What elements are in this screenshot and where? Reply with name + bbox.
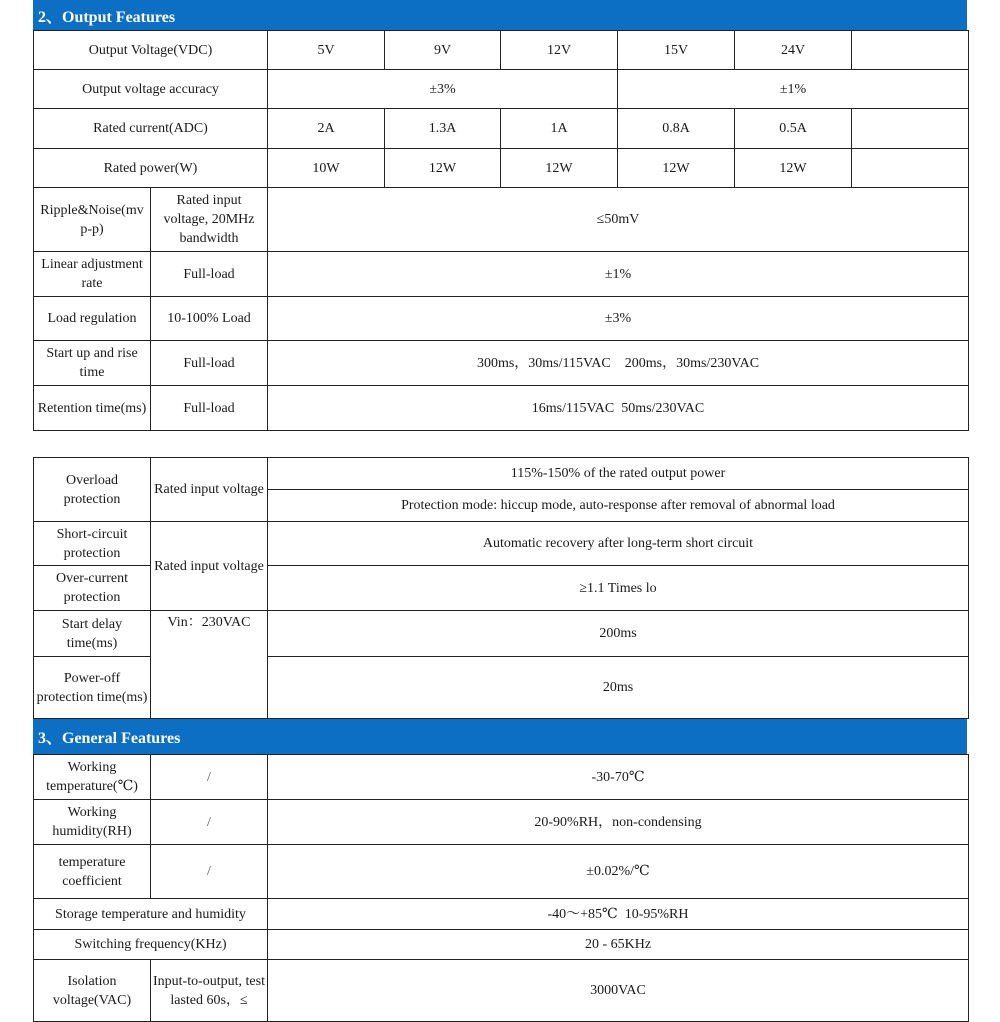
value-cell: 300ms，30ms/115VAC 200ms，30ms/230VAC <box>268 341 969 386</box>
value-cell <box>852 109 969 149</box>
table-row <box>34 458 969 490</box>
row-label: temperature coefficient <box>34 845 151 899</box>
condition-cell: Rated input voltage <box>151 458 268 522</box>
section-header-output <box>33 0 967 30</box>
value-cell: -40～+85℃ 10-95%RH <box>268 899 969 930</box>
value-cell: 12V <box>501 31 618 70</box>
section-title: 2、Output Features <box>38 8 176 26</box>
table-row <box>34 31 969 70</box>
value-cell: 12W <box>618 149 735 188</box>
table-row <box>34 109 969 149</box>
row-label: Short-circuit protection <box>34 522 151 566</box>
value-cell: 20-90%RH，non-condensing <box>268 800 969 845</box>
row-label: Start up and rise time <box>34 341 151 386</box>
row-label: Working temperature(℃) <box>34 755 151 800</box>
row-label: Retention time(ms) <box>34 386 151 431</box>
row-label: Rated current(ADC) <box>34 109 268 149</box>
value-cell: 20ms <box>268 657 969 719</box>
table-row <box>34 386 969 431</box>
condition-cell: Vin：230VAC <box>151 611 268 719</box>
table-row <box>34 522 969 566</box>
condition-cell: Input-to-output, test lasted 60s，≤ <box>151 960 268 1022</box>
value-cell: 2A <box>268 109 385 149</box>
value-cell: 12W <box>501 149 618 188</box>
value-cell: ±3% <box>268 70 618 109</box>
row-label: Load regulation <box>34 297 151 341</box>
row-label: Output Voltage(VDC) <box>34 31 268 70</box>
value-cell: 9V <box>385 31 501 70</box>
condition-cell: / <box>151 800 268 845</box>
row-label: Switching frequency(KHz) <box>34 930 268 960</box>
condition-cell: Full-load <box>151 386 268 431</box>
table-row <box>34 930 969 960</box>
value-cell: Automatic recovery after long-term short circuit <box>268 522 969 566</box>
value-cell: 115%-150% of the rated output power <box>268 458 969 490</box>
value-cell: 12W <box>735 149 852 188</box>
value-cell: 24V <box>735 31 852 70</box>
value-cell: ≥1.1 Times lo <box>268 566 969 611</box>
general-features-table <box>33 754 969 1022</box>
condition-cell: 10-100% Load <box>151 297 268 341</box>
table-row <box>34 755 969 800</box>
value-cell: 5V <box>268 31 385 70</box>
value-cell <box>852 149 969 188</box>
table-row <box>34 611 969 657</box>
value-cell: 12W <box>385 149 501 188</box>
value-cell: 1A <box>501 109 618 149</box>
table-row <box>34 800 969 845</box>
table-row <box>34 341 969 386</box>
protection-table <box>33 457 969 719</box>
value-cell: ±1% <box>268 252 969 297</box>
row-label: Overload protection <box>34 458 151 522</box>
condition-cell: Rated input voltage, 20MHz bandwidth <box>151 188 268 252</box>
section-header-general <box>33 719 967 754</box>
table-row <box>34 899 969 930</box>
value-cell: ±1% <box>618 70 969 109</box>
row-label: Output voltage accuracy <box>34 70 268 109</box>
condition-cell: / <box>151 755 268 800</box>
section-title: 3、General Features <box>38 730 181 747</box>
value-cell: ±3% <box>268 297 969 341</box>
row-label: Rated power(W) <box>34 149 268 188</box>
value-cell: 200ms <box>268 611 969 657</box>
condition-cell: Full-load <box>151 341 268 386</box>
row-label: Over-current protection <box>34 566 151 611</box>
row-label: Working humidity(RH) <box>34 800 151 845</box>
value-cell: -30-70℃ <box>268 755 969 800</box>
condition-cell: Full-load <box>151 252 268 297</box>
row-label: Start delay time(ms) <box>34 611 151 657</box>
row-label: Linear adjustment rate <box>34 252 151 297</box>
value-cell: 1.3A <box>385 109 501 149</box>
row-label: Storage temperature and humidity <box>34 899 268 930</box>
value-cell: 15V <box>618 31 735 70</box>
value-cell: 0.5A <box>735 109 852 149</box>
value-cell: 3000VAC <box>268 960 969 1022</box>
value-cell: Protection mode: hiccup mode, auto-response after removal of abnormal load <box>268 490 969 522</box>
value-cell: 0.8A <box>618 109 735 149</box>
value-cell <box>852 31 969 70</box>
table-row <box>34 188 969 252</box>
value-cell: 10W <box>268 149 385 188</box>
value-cell: 16ms/115VAC 50ms/230VAC <box>268 386 969 431</box>
table-row <box>34 845 969 899</box>
table-row <box>34 297 969 341</box>
condition-cell: Rated input voltage <box>151 522 268 611</box>
table-row <box>34 70 969 109</box>
output-features-table <box>33 30 969 431</box>
row-label: Isolation voltage(VAC) <box>34 960 151 1022</box>
value-cell: ±0.02%/℃ <box>268 845 969 899</box>
row-label: Power-off protection time(ms) <box>34 657 151 719</box>
condition-cell: / <box>151 845 268 899</box>
row-label: Ripple&Noise(mv p-p) <box>34 188 151 252</box>
value-cell: 20 - 65KHz <box>268 930 969 960</box>
table-row <box>34 960 969 1022</box>
table-row <box>34 252 969 297</box>
value-cell: ≤50mV <box>268 188 969 252</box>
table-row <box>34 149 969 188</box>
